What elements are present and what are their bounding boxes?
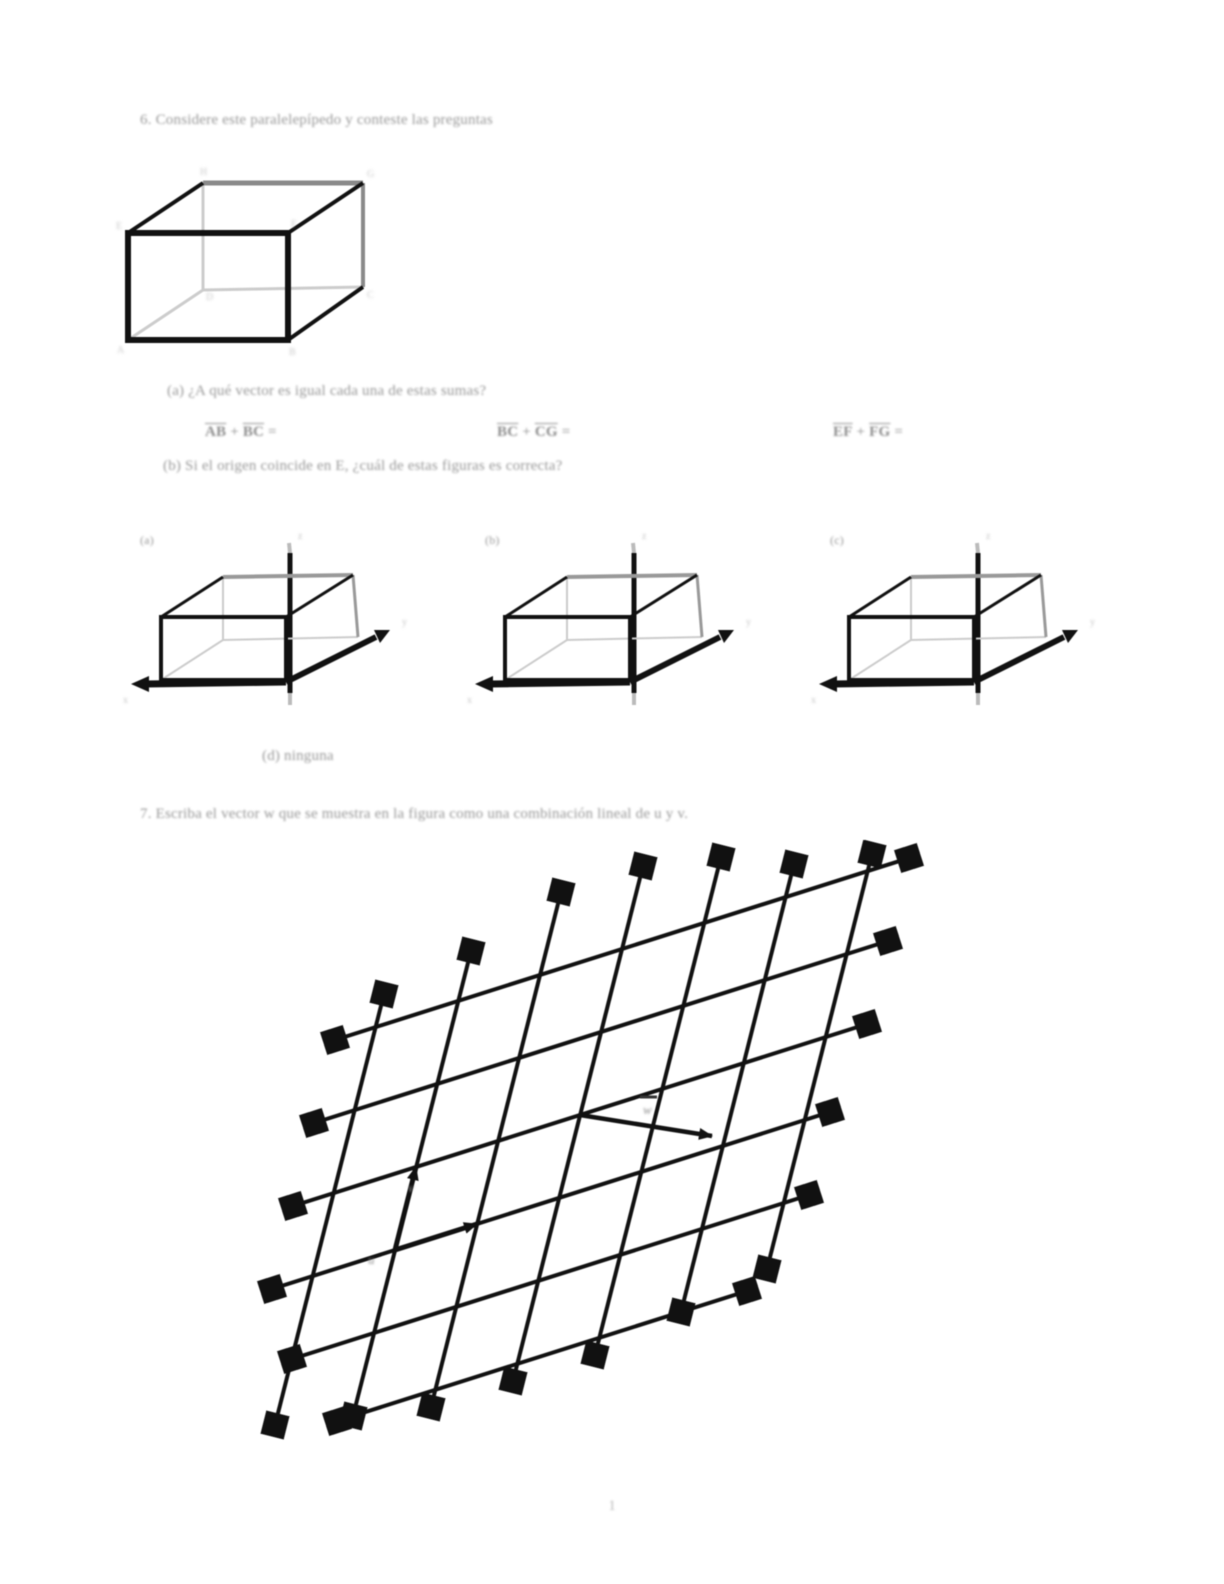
vector-sum-expression-2 [497,424,570,441]
vector-sum-expression-3 [833,424,903,441]
problem7-text: 7. Escriba el vector w que se muestra en la figura como una combinación lineal de u y v. [140,806,689,822]
vertex-labels [116,167,374,358]
vector-term: $\overline{BC}$ [497,424,519,440]
grid-figure [240,840,960,1440]
option-label-c: (c) [830,533,844,547]
vector-term: $\overline{AB}$ [205,424,227,440]
vector-letters [368,1102,652,1267]
equals-sign: = [561,424,571,440]
parallelepiped-figure [105,150,445,370]
option-figure-c [806,525,1136,710]
option-label-a: (a) [140,533,154,547]
vertex-label-g: G [367,169,375,180]
v-label: v [408,1180,414,1195]
page-number: 1 [608,1498,616,1514]
option-figure-b [462,525,792,710]
vertex-label-d: D [206,292,214,303]
vector-u-arrow [395,1224,477,1250]
vector-term: $\overline{FG}$ [869,424,891,440]
equals-sign: = [268,424,277,440]
grid-row-lines [272,858,909,1421]
vector-term: $\overline{EF}$ [833,424,853,440]
vector-term: $\overline{BC}$ [242,424,265,440]
problem6-part-a-text: (a) ¿A qué vector es igual cada una de estas sumas? [167,383,487,399]
problem6-part-b-text: (b) Si el origen coincide en E, ¿cuál de estas figuras es correcta? [163,458,563,474]
plus-sign: + [856,424,866,440]
problem6-intro-text: 6. Considere este paralelepípedo y conteste las preguntas [140,112,493,128]
option-figure-a [118,525,448,710]
option-d-text: (d) ninguna [262,748,334,764]
option-label-b: (b) [485,533,500,547]
vertex-label-a: A [117,345,125,356]
plus-sign: + [522,424,531,440]
vertex-label-b: B [289,347,296,358]
vector-term: $\overline{CG}$ [534,424,558,440]
vertex-label-f: F [291,219,297,230]
w-label: w [643,1102,652,1117]
grid-column-lines [275,854,872,1425]
u-label: u [368,1252,375,1267]
vector-sum-expression-1 [205,424,277,441]
vertex-label-h: H [200,167,208,178]
plus-sign: + [230,424,239,440]
vertex-label-e: E [116,221,123,232]
equals-sign: = [894,424,904,440]
vertex-label-c: C [367,290,374,301]
